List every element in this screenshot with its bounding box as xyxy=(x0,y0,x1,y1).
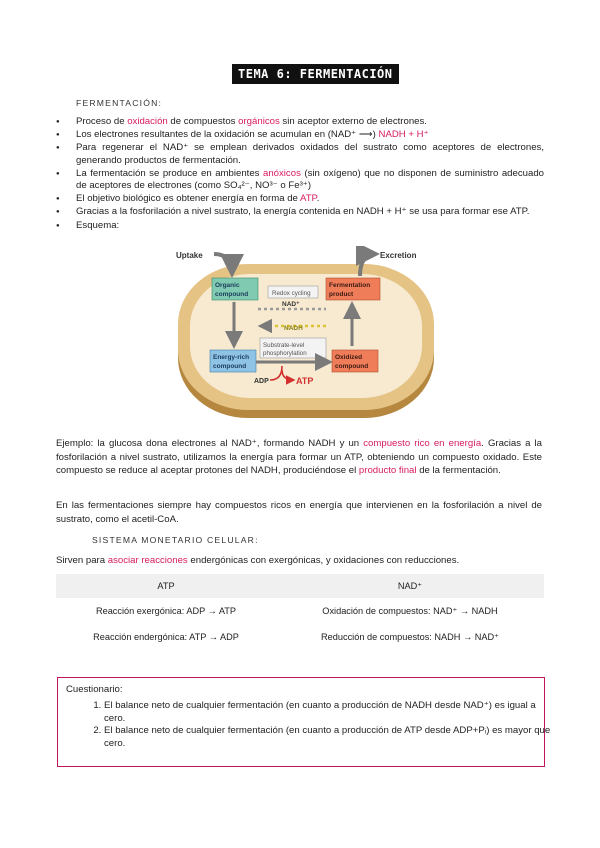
bullet-item: ● Gracias a la fosforilación a nivel sustrato, la energía contenida en NADH + H⁺ se usa para formar ese ATP. xyxy=(56,206,544,218)
excretion-label: Excretion xyxy=(380,251,417,260)
bullet-item: ● Proceso de oxidación de compuestos orgánicos sin aceptor externo de electrones. xyxy=(56,116,544,128)
fermentation-paragraph: En las fermentaciones siempre hay compuestos ricos en energía que intervienen en la fosforilación a nivel de sustrato, como el acetil-CoA. xyxy=(56,500,542,525)
organic-compound-label-2: compound xyxy=(215,291,249,298)
bullet-list xyxy=(56,116,544,233)
organic-compound-label-1: Organic xyxy=(215,282,240,289)
substrate-level-label: Substrate-level xyxy=(263,342,305,349)
questionnaire-box xyxy=(57,677,551,767)
monetary-paragraph: Sirven para asociar reacciones endergónicas con exergónicas, y oxidaciones con reducciones. xyxy=(56,555,460,566)
fermentation-product-label-1: Fermentation xyxy=(329,282,371,289)
table-header-row xyxy=(56,574,544,598)
oxidized-label-1: Oxidized xyxy=(335,354,363,361)
nadh-label: NADH xyxy=(284,325,303,332)
example-paragraph: Ejemplo: la glucosa dona electrones al NAD⁺, formando NADH y un compuesto rico en energía. Gracias a la fosforilación a nivel sustrato, utilizamos la energía para formar un ATP, obteniendo un compuesto oxidado. Este compuesto se reduce al aceptar protones del NADH, produciéndose el producto final de la fermentación. xyxy=(56,438,543,476)
table-cell: Reacción exergónica: ADP → ATP xyxy=(95,606,237,616)
redox-cycling-label: Redox cycling xyxy=(272,290,311,297)
page-title: TEMA 6: FERMENTACIÓN xyxy=(232,64,399,84)
questionnaire-title: Cuestionario: xyxy=(66,684,123,695)
fermentation-product-label-2: product xyxy=(329,291,354,298)
fermentation-diagram xyxy=(170,246,440,422)
questionnaire-item: 1. El balance neto de cualquier fermentación (en cuanto a producción de NADH desde NAD⁺) es igual a cero. xyxy=(104,700,554,725)
questionnaire-list xyxy=(84,700,554,750)
table-cell: Oxidación de compuestos: NAD⁺ → NADH xyxy=(322,605,498,616)
energy-rich-label-1: Energy-rich xyxy=(213,354,250,361)
nad-label: NAD⁺ xyxy=(282,301,300,308)
atp-nad-table xyxy=(56,574,544,650)
questionnaire-item: 2. El balance neto de cualquier fermentación (en cuanto a producción de ATP desde ADP+Pᵢ) es mayor que cero. xyxy=(104,725,554,750)
table-row xyxy=(56,624,544,650)
bullet-item: ● Los electrones resultantes de la oxidación se acumulan en (NAD⁺ ⟶) NADH + H⁺ xyxy=(56,129,544,141)
table-header-cell: ATP xyxy=(56,574,276,598)
uptake-label: Uptake xyxy=(176,251,203,260)
oxidized-label-2: compound xyxy=(335,363,369,370)
bullet-item: ● La fermentación se produce en ambientes anóxicos (sin oxígeno) que no disponen de suministro adecuado de aceptores de electrones (como SO₄²⁻, NO³⁻ o Fe³⁺) xyxy=(56,168,544,192)
table-header-cell: NAD⁺ xyxy=(276,574,544,598)
section-heading-fermentacion: FERMENTACIÓN: xyxy=(76,98,163,108)
bullet-item: ● El objetivo biológico es obtener energía en forma de ATP. xyxy=(56,193,544,205)
section-heading-sistema: SISTEMA MONETARIO CELULAR: xyxy=(92,535,259,545)
adp-label: ADP xyxy=(254,378,269,385)
atp-label: ATP xyxy=(296,376,314,386)
table-cell: Reducción de compuestos: NADH → NAD⁺ xyxy=(321,631,499,642)
bullet-item: ● Esquema: xyxy=(56,220,544,232)
phosphorylation-label: phosphorylation xyxy=(263,350,307,357)
table-cell: Reacción endergónica: ATP → ADP xyxy=(93,632,239,642)
table-row xyxy=(56,598,544,624)
energy-rich-label-2: compound xyxy=(213,363,247,370)
bullet-item: ● Para regenerar el NAD⁺ se emplean derivados oxidados del sustrato como aceptores de electrones, generando productos de fermentación. xyxy=(56,142,544,166)
